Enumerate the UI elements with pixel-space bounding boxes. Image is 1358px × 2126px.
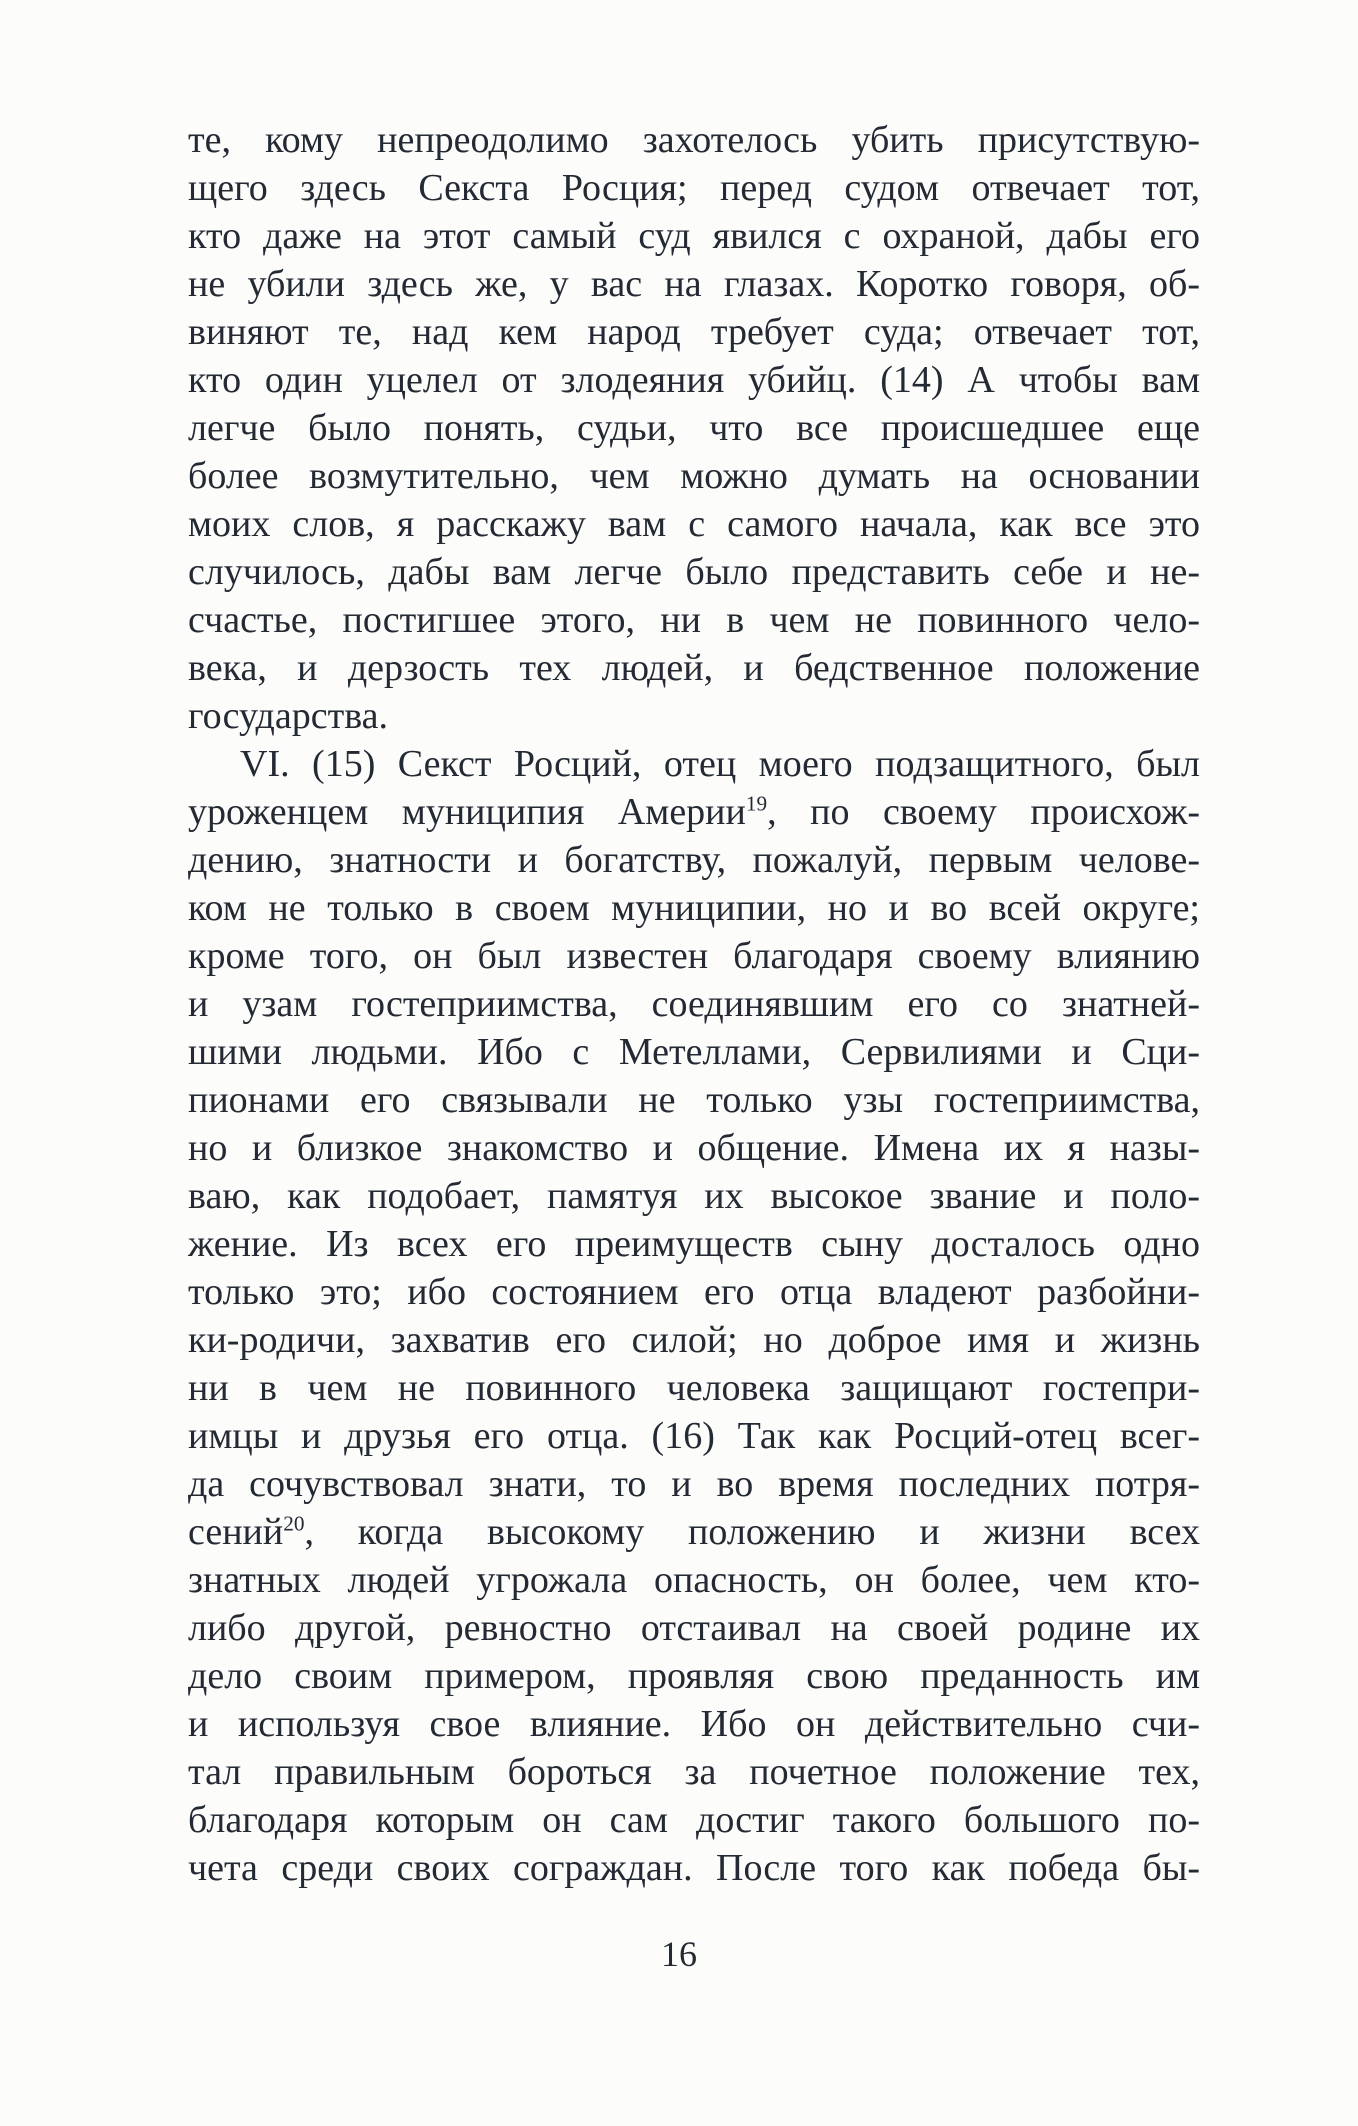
- text-segment: века, и дерзость тех людей, и бедственное положение: [188, 647, 1200, 689]
- page-text-block: [188, 116, 1200, 1892]
- text-line: [188, 548, 1200, 596]
- text-line: [188, 1604, 1200, 1652]
- text-segment: жение. Из всех его преимуществ сыну досталось одно: [188, 1223, 1200, 1265]
- text-segment: тал правильным бороться за почетное положение тех,: [188, 1751, 1200, 1793]
- text-line: [188, 692, 1200, 740]
- text-line: [188, 1316, 1200, 1364]
- text-line: [188, 884, 1200, 932]
- text-line: [188, 1076, 1200, 1124]
- text-segment: уроженцем муниципия Америи: [188, 791, 746, 833]
- footnote-marker: 20: [283, 1511, 305, 1536]
- text-line: [188, 1556, 1200, 1604]
- text-line: [188, 836, 1200, 884]
- page-number: 16: [661, 1934, 697, 1974]
- text-line: [188, 1652, 1200, 1700]
- text-segment: да сочувствовал знати, то и во время последних потря-: [188, 1463, 1200, 1505]
- text-line: [188, 212, 1200, 260]
- text-line: [188, 356, 1200, 404]
- text-segment: , когда высокому положению и жизни всех: [304, 1511, 1200, 1553]
- text-line: [188, 308, 1200, 356]
- text-segment: шими людьми. Ибо с Метеллами, Сервилиями и Сци-: [188, 1031, 1200, 1073]
- text-segment: ваю, как подобает, памятуя их высокое звание и поло-: [188, 1175, 1200, 1217]
- footnote-marker: 19: [745, 791, 768, 816]
- text-segment: государства.: [188, 695, 389, 737]
- text-line: [188, 1796, 1200, 1844]
- text-segment: моих слов, я расскажу вам с самого начала, как все это: [188, 503, 1200, 545]
- text-segment: ки-родичи, захватив его силой; но доброе имя и жизнь: [188, 1319, 1200, 1361]
- text-segment: чета среди своих сограждан. После того как победа бы-: [188, 1847, 1200, 1889]
- text-line: [188, 1844, 1200, 1892]
- text-segment: те, кому непреодолимо захотелось убить присутствую-: [188, 119, 1200, 161]
- text-segment: , по своему происхож-: [767, 791, 1200, 833]
- text-line: [188, 404, 1200, 452]
- text-line: [188, 1124, 1200, 1172]
- text-segment: благодаря которым он сам достиг такого большого по-: [188, 1799, 1200, 1841]
- text-line: [188, 1268, 1200, 1316]
- text-line: [188, 1364, 1200, 1412]
- text-segment: легче было понять, судьи, что все происшедшее еще: [188, 407, 1200, 449]
- text-segment: сений: [188, 1511, 284, 1553]
- text-line: [188, 1508, 1200, 1556]
- text-segment: более возмутительно, чем можно думать на основании: [188, 455, 1200, 497]
- text-line: [188, 1172, 1200, 1220]
- text-line: [188, 980, 1200, 1028]
- text-line: [188, 1700, 1200, 1748]
- text-line: [188, 596, 1200, 644]
- text-line: [188, 740, 1200, 788]
- text-segment: дело своим примером, проявляя свою преданность им: [188, 1655, 1200, 1697]
- text-segment: и узам гостеприимства, соединявшим его со знатней-: [188, 983, 1200, 1025]
- text-segment: ком не только в своем муниципии, но и во всей округе;: [188, 887, 1200, 929]
- text-line: [188, 932, 1200, 980]
- text-line: [188, 644, 1200, 692]
- text-line: [188, 116, 1200, 164]
- text-segment: ни в чем не повинного человека защищают гостепри-: [188, 1367, 1200, 1409]
- text-segment: кроме того, он был известен благодаря своему влиянию: [188, 935, 1200, 977]
- text-segment: кто один уцелел от злодеяния убийц. (14) А чтобы вам: [188, 359, 1200, 401]
- text-segment: VI. (15) Секст Росций, отец моего подзащитного, был: [240, 743, 1200, 785]
- text-segment: случилось, дабы вам легче было представить себе и не-: [188, 551, 1200, 593]
- text-line: [188, 1460, 1200, 1508]
- text-line: [188, 164, 1200, 212]
- text-line: [188, 452, 1200, 500]
- text-segment: либо другой, ревностно отстаивал на своей родине их: [188, 1607, 1200, 1649]
- text-segment: имцы и друзья его отца. (16) Так как Росций-отец всег-: [188, 1415, 1200, 1457]
- text-line: [188, 1220, 1200, 1268]
- text-segment: виняют те, над кем народ требует суда; отвечает тот,: [188, 311, 1200, 353]
- text-segment: кто даже на этот самый суд явился с охраной, дабы его: [188, 215, 1200, 257]
- text-segment: и используя свое влияние. Ибо он действительно счи-: [188, 1703, 1200, 1745]
- text-segment: щего здесь Секста Росция; перед судом отвечает тот,: [188, 167, 1200, 209]
- text-segment: но и близкое знакомство и общение. Имена их я назы-: [188, 1127, 1200, 1169]
- text-segment: дению, знатности и богатству, пожалуй, первым челове-: [188, 839, 1200, 881]
- text-line: [188, 788, 1200, 836]
- text-segment: пионами его связывали не только узы гостеприимства,: [188, 1079, 1200, 1121]
- text-line: [188, 1748, 1200, 1796]
- text-segment: не убили здесь же, у вас на глазах. Коротко говоря, об-: [188, 263, 1200, 305]
- text-line: [188, 1412, 1200, 1460]
- text-segment: знатных людей угрожала опасность, он более, чем кто-: [188, 1559, 1200, 1601]
- text-line: [188, 1028, 1200, 1076]
- text-line: [188, 260, 1200, 308]
- text-line: [188, 500, 1200, 548]
- text-segment: только это; ибо состоянием его отца владеют разбойни-: [188, 1271, 1200, 1313]
- text-segment: счастье, постигшее этого, ни в чем не повинного чело-: [188, 599, 1200, 641]
